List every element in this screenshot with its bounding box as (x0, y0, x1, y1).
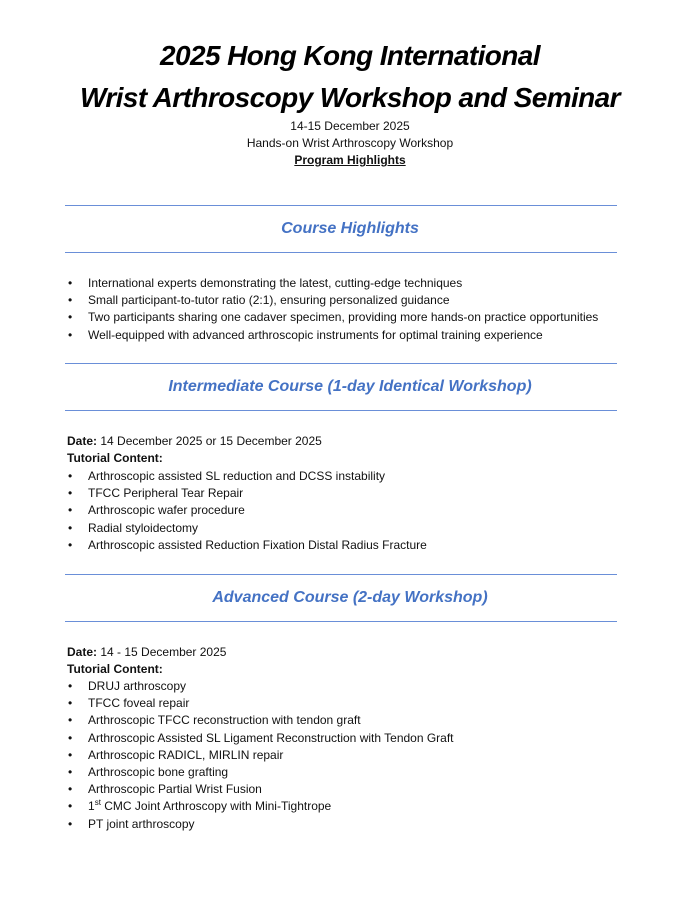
list-item: • Arthroscopic bone grafting (66, 764, 454, 781)
bullet-icon: • (68, 310, 73, 325)
bullet-icon: • (68, 520, 73, 535)
bullet-icon: • (68, 486, 73, 501)
bullet-icon: • (68, 713, 73, 728)
list-item: • Radial styloidectomy (66, 520, 427, 537)
bullet-icon: • (68, 469, 73, 483)
bullet-icon: • (68, 276, 73, 290)
list-item: • 1st CMC Joint Arthroscopy with Mini-Tightrope (66, 798, 454, 815)
bullet-icon: • (68, 782, 73, 797)
course-highlights-list (66, 275, 598, 344)
list-item: • International experts demonstrating the latest, cutting-edge techniques (66, 275, 598, 292)
advanced-tutorial-label: Tutorial Content: (67, 662, 163, 676)
list-item: • Arthroscopic Assisted SL Ligament Reconstruction with Tendon Graft (66, 730, 454, 747)
bullet-icon: • (68, 293, 73, 308)
bullet-icon: • (68, 765, 73, 780)
list-item: • Arthroscopic TFCC reconstruction with tendon graft (66, 712, 454, 729)
bullet-icon: • (68, 747, 73, 762)
title-line-2: Wrist Arthroscopy Workshop and Seminar (80, 82, 620, 113)
section-divider (65, 363, 617, 364)
list-item: • Well-equipped with advanced arthroscopic instruments for optimal training experience (66, 327, 598, 344)
section-divider (65, 410, 617, 411)
bullet-icon: • (68, 327, 73, 342)
program-highlights-heading: Program Highlights (294, 153, 406, 167)
event-dates: 14-15 December 2025 (290, 119, 410, 133)
list-item: • Arthroscopic Partial Wrist Fusion (66, 781, 454, 798)
list-item: • Arthroscopic assisted Reduction Fixation Distal Radius Fracture (66, 537, 427, 554)
event-subtitle: Hands-on Wrist Arthroscopy Workshop (246, 136, 454, 150)
section-divider (65, 621, 617, 622)
advanced-content-list (66, 678, 454, 833)
list-item: • Two participants sharing one cadaver specimen, providing more hands-on practice opportunities (66, 309, 598, 326)
intermediate-content-list (66, 468, 427, 554)
section-divider (65, 574, 617, 575)
advanced-course-title: Advanced Course (2-day Workshop) (212, 589, 488, 606)
intermediate-tutorial-label: Tutorial Content: (67, 451, 163, 465)
list-item: • Arthroscopic assisted SL reduction and DCSS instability (66, 468, 427, 485)
bullet-icon: • (68, 537, 73, 552)
advanced-date: Date: 14 - 15 December 2025 (67, 645, 227, 659)
bullet-icon: • (68, 503, 73, 518)
intermediate-date: Date: 14 December 2025 or 15 December 2025 (67, 434, 322, 448)
list-item: • Arthroscopic wafer procedure (66, 502, 427, 519)
intermediate-course-title: Intermediate Course (1-day Identical Workshop) (168, 378, 532, 395)
list-item: • DRUJ arthroscopy (66, 678, 454, 695)
bullet-icon: • (68, 799, 73, 814)
list-item: • TFCC foveal repair (66, 695, 454, 712)
bullet-icon: • (68, 730, 73, 745)
section-divider (65, 252, 617, 253)
bullet-icon: • (68, 816, 73, 831)
section-divider (65, 205, 617, 206)
list-item: • TFCC Peripheral Tear Repair (66, 485, 427, 502)
course-highlights-title: Course Highlights (281, 220, 419, 237)
bullet-icon: • (68, 696, 73, 711)
list-item: • PT joint arthroscopy (66, 816, 454, 833)
title-line-1: 2025 Hong Kong International (160, 40, 540, 71)
list-item: • Arthroscopic RADICL, MIRLIN repair (66, 747, 454, 764)
bullet-icon: • (68, 679, 73, 693)
list-item: • Small participant-to-tutor ratio (2:1), ensuring personalized guidance (66, 292, 598, 309)
